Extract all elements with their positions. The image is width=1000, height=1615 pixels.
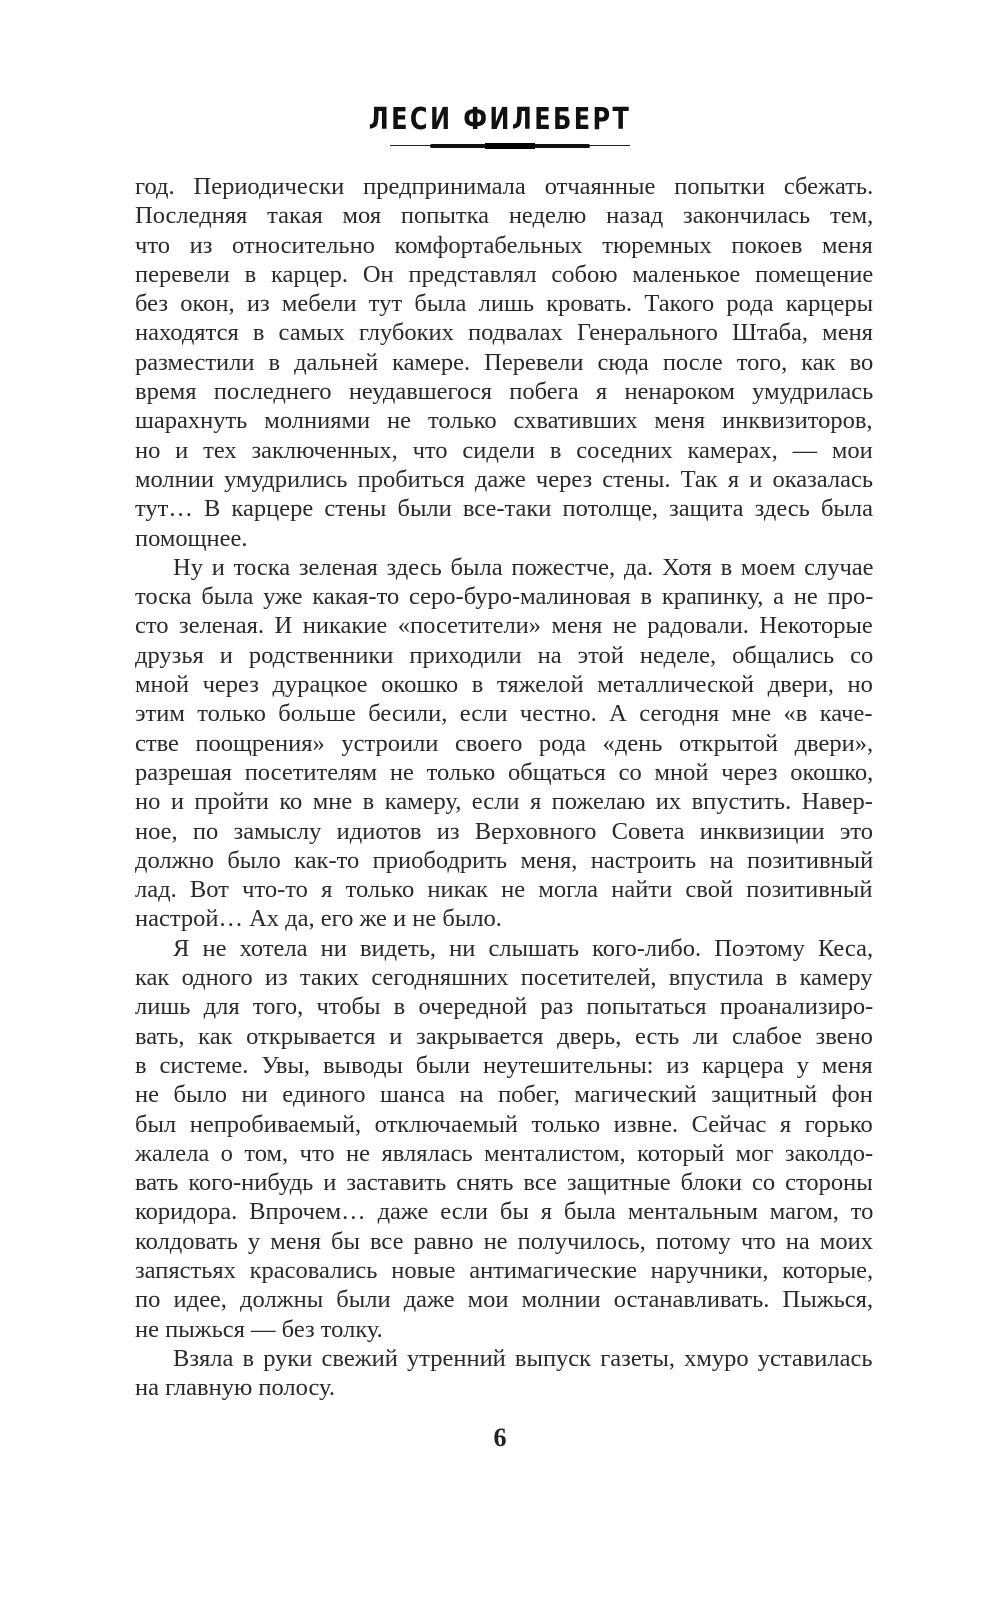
text-line: но и пройти ко мне в камеру, если я пожелаю их впустить. Навер- [135,788,873,816]
text-line: тут… В карцере стены были все-таки потолще, защита здесь была [135,495,873,523]
text-line: Взяла в руки свежий утренний выпуск газеты, хмуро уставилась [173,1344,873,1372]
text-line: сто зеленая. И никакие «посетители» меня не радовали. Некоторые [135,612,873,640]
text-line: находятся в самых глубоких подвалах Генерального Штаба, меня [135,319,873,347]
paragraph [135,1344,873,1403]
text-line: молнии умудрились пробиться даже через стены. Так я и оказалась [135,465,874,493]
text-line: в системе. Увы, выводы были неутешительны: из карцера у меня [135,1051,873,1079]
text-line: как одного из таких сегодняшних посетителей, впустила в камеру [135,964,873,992]
text-line: вать кого-нибудь и заставить снять все защитные блоки со стороны [135,1169,873,1197]
text-line: перевели в карцер. Он представлял собою маленькое помещение [135,260,874,288]
text-line: ное, по замыслу идиотов из Верховного Совета инквизиции это [135,817,874,845]
text-line: на главную полосу. [135,1374,335,1402]
text-line: коридора. Впрочем… даже если бы я была ментальным магом, то [135,1198,874,1226]
text-line: этим только больше бесили, если честно. А сегодня мне «в каче- [135,700,873,728]
text-line: не было ни единого шанса на побег, магический защитный фон [135,1081,873,1109]
text-line: настрой… Ах да, его же и не было. [135,905,502,933]
text-line: друзья и родственники приходили на этой неделе, общались со [135,641,874,669]
text-line: что из относительно комфортабельных тюремных покоев меня [135,231,873,259]
text-line: Последняя такая моя попытка неделю назад закончилась тем, [135,202,874,230]
text-line: вать, как открывается и закрывается дверь, есть ли слабое звено [135,1022,873,1050]
text-line: лад. Вот что-то я только никак не могла найти свой позитивный [135,876,873,904]
text-line: колдовать у меня бы все равно не получилось, потому что на моих [135,1227,873,1255]
text-line: но и тех заключенных, что сидели в соседних камерах, — мои [135,436,873,464]
paragraph [135,172,873,553]
text-line: был непробиваемый, отключаемый только извне. Сейчас я горько [135,1110,873,1138]
author-name: ЛЕСИ ФИЛЕБЕРТ [368,102,632,137]
text-line: по идее, должны были даже мои молнии останавливать. Пыжься, [135,1286,874,1314]
text-line: должно было как-то приободрить меня, настроить на позитивный [135,846,874,874]
header-rule-center [485,143,535,149]
body-text [135,172,873,1402]
text-line: стве поощрения» устроили своего рода «день открытой двери», [135,729,874,757]
text-line: запястьях красовались новые антимагические наручники, которые, [135,1256,874,1284]
paragraph [135,934,873,1344]
text-line: лишь для того, чтобы в очередной раз попытаться проанализиро- [135,993,874,1021]
text-line: год. Периодически предпринимала отчаянные попытки сбежать. [135,173,874,200]
text-line: тоска была уже какая-то серо-буро-малиновая в крапинку, а не про- [135,583,874,611]
text-line: жалела о том, что не являлась менталистом, который мог заколдо- [135,1139,874,1167]
text-line: без окон, из мебели тут была лишь кровать. Такого рода карцеры [135,290,874,318]
text-line: мной через дурацкое окошко в тяжелой металлической двери, но [135,671,873,699]
text-line: разрешая посетителям не только общаться со мной через окошко, [135,758,874,786]
running-head [0,100,1000,140]
text-line: время последнего неудавшегося побега я ненароком умудрилась [135,378,874,406]
page-number: 6 [493,1423,507,1452]
text-line: помощнее. [135,524,248,552]
text-line: шарахнуть молниями не только схвативших меня инквизиторов, [135,407,873,435]
paragraph [135,553,873,934]
text-line: разместили в дальней камере. Перевели сюда после того, как во [135,348,874,376]
text-line: Я не хотела ни видеть, ни слышать кого-либо. Поэтому Кеса, [173,934,874,962]
text-line: Ну и тоска зеленая здесь была пожестче, да. Хотя в моем случае [173,553,874,581]
text-line: не пыжься — без толку. [135,1315,383,1343]
